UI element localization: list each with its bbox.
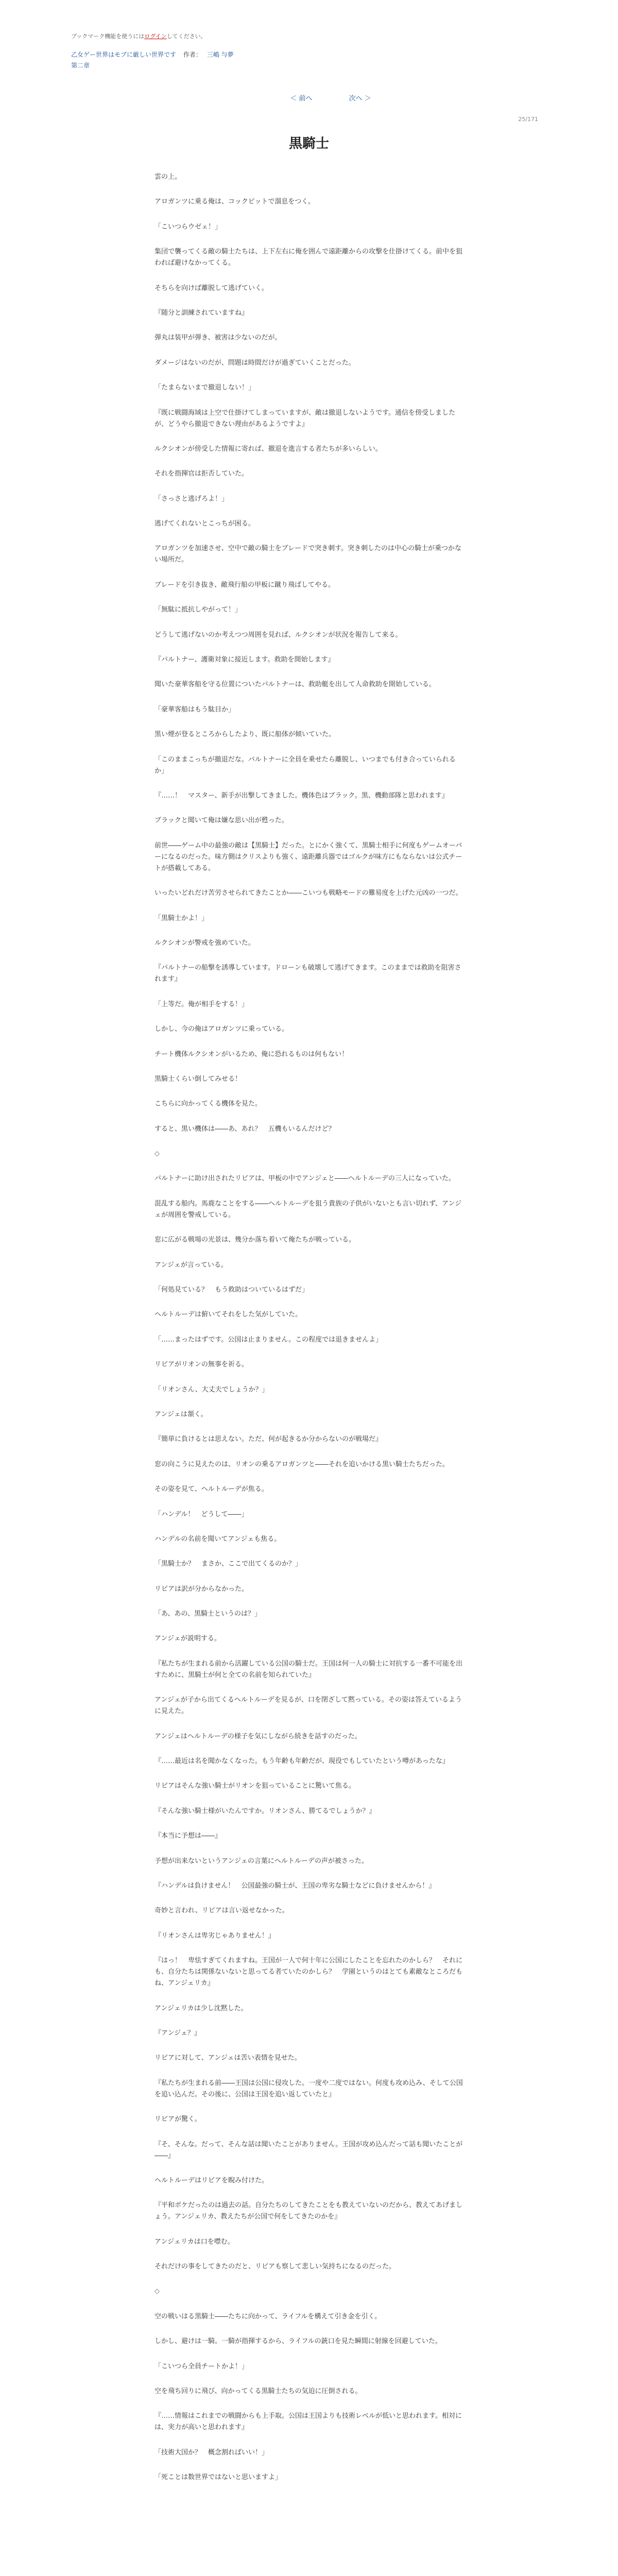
paragraph: 「無駄に抵抗しやがって！」 — [154, 606, 242, 614]
paragraph: 『簡単に負けるとは思えない。ただ、何が起きるか分からないのが戦場だ』 — [154, 1435, 383, 1444]
paragraph: アンジェが子から出てくるヘルトルーデを見るが、口を閉ざして黙っている。その姿は答えているように見えた。 — [154, 1696, 462, 1716]
scene-separator: ◇ — [154, 2287, 160, 2296]
paragraph: 混乱する船内。馬鹿なことをする――ヘルトルーデを狙う貴族の子供がいないとも言い切れず、アンジェが周囲を警戒している。 — [154, 1199, 462, 1219]
paragraph: リビアはそんな強い騎士がリオンを狙っていることに驚いて焦る。 — [154, 1782, 355, 1790]
paragraph: 窓の向こうに見えたのは、リオンの乗るアロガンツと――それを追いかける黒い騎士たちだった。 — [154, 1460, 449, 1468]
paragraph: 聞いた豪華客船を守る位置についたパルトナーは、救助艇を出して人命救助を開始している。 — [154, 681, 436, 689]
paragraph: リビアがリオンの無事を祈る。 — [154, 1361, 248, 1369]
episode-title: 黒騎士 — [288, 136, 329, 151]
paragraph: リビアは訳が分からなかった。 — [154, 1585, 249, 1593]
paragraph: それだけの事をしてきたのだと、リビアも察して悲しい気持ちになるのだった。 — [154, 2263, 396, 2271]
paragraph: 「技術大国か？ 概念割ればいい！」 — [154, 2448, 269, 2456]
paragraph: 「豪華客船はもう駄目か」 — [154, 705, 235, 714]
paragraph: アンジェが説明する。 — [154, 1635, 221, 1643]
episode-body — [154, 172, 464, 2497]
paragraph: 「上等だ。俺が相手をする！」 — [154, 1000, 249, 1008]
login-link[interactable]: ログイン — [144, 33, 167, 40]
paragraph: いったいどれだけ苦労させられてきたことか――こいつも戦略モードの難易度を上げた元凶の一つだ。 — [154, 889, 462, 897]
paragraph: アンジェが言っている。 — [154, 1261, 228, 1269]
paragraph: 「……まったはずです。公国は止まりません。この程度では退きませんよ」 — [154, 1335, 383, 1344]
paragraph: 『私たちが生まれる前――王国は公国に侵攻した。一度や二度ではない。何度も攻め込み、そして公国を追い込んだ。その後に、公国は王国を追い返していたと』 — [154, 2079, 463, 2098]
prev-link[interactable]: ＜ 前へ — [290, 95, 313, 103]
paragraph: アンジェは頷く。 — [154, 1410, 208, 1418]
scene-separator: ◇ — [154, 1150, 160, 1158]
next-link[interactable]: 次へ ＞ — [349, 95, 371, 103]
series-title-link[interactable]: 乙女ゲー世界はモブに厳しい世界です — [71, 51, 177, 58]
chapter-label: 第二章 — [71, 62, 90, 69]
paragraph: その姿を見て、ヘルトルーデが焦る。 — [154, 1485, 268, 1494]
paragraph: 『パルトナー、護衛対象に接近します。救助を開始します』 — [154, 656, 335, 664]
paragraph: 「あ、あの、黒騎士というのは？」 — [154, 1610, 261, 1618]
paragraph: 空の戦いはる黒騎士――たちに向かって、ライフルを構えて引き金を引く。 — [154, 2312, 382, 2320]
paragraph: チート機体ルクシオンがいるため、俺に恐れるものは何もない！ — [154, 1050, 349, 1058]
paragraph: それを指揮官は拒否していた。 — [154, 470, 249, 478]
paragraph: 『随分と訓練されていますね』 — [154, 309, 249, 317]
paragraph: ハンデルの名前を聞いてアンジェも焦る。 — [154, 1535, 281, 1543]
paragraph: アンジェはヘルトルーデの様子を気にしながら続きを話すのだった。 — [154, 1732, 362, 1740]
paragraph: 「リオンさん、大丈夫でしょうか？」 — [154, 1385, 269, 1394]
paragraph: 「こいつらウゼェ！」 — [154, 223, 222, 231]
paragraph: アロガンツに乗る俺は、コックピットで溜息をつく。 — [154, 198, 315, 206]
paragraph: 『……！ マスター、新手が出撃してきました。機体色はブラック。黒、機動部隊と思われます』 — [154, 791, 449, 800]
paragraph: 「さっさと逃げろよ！」 — [154, 495, 229, 503]
paragraph: すると、黒い機体は――あ、あれ？ 五機もいるんだけど？ — [154, 1125, 335, 1133]
paragraph: 『ハンデルは負けません！ 公国最強の騎士が、王国の卑劣な騎士などに負けませんから！』 — [154, 1882, 436, 1890]
paragraph: 『はっ！ 卑怯すぎてくれますね。王国が一人で何十年に公国にしたことを忘れたのかしら？ それにも、自分たちは関係ないないと思ってる者ていたのかしら？ 学園というのはとても素敵なところだもね、アンジェリカ』 — [154, 1957, 463, 1988]
paragraph: 『本当に予想は――』 — [154, 1832, 222, 1840]
paragraph: どうして逃げないのか考えつつ周囲を見れば、ルクシオンが状況を報告して来る。 — [154, 631, 402, 639]
paragraph: 集団で襲ってくる敵の騎士たちは、上下左右に俺を囲んで遠距離からの攻撃を仕掛けてくる。前中を狙われば避けなかってくる。 — [154, 248, 463, 267]
paragraph: 『そんな強い騎士様がいたんですか。リオンさん、勝てるでしょうか？』 — [154, 1807, 376, 1815]
paragraph: ブレードを引き抜き、敵飛行船の甲板に蹴り飛ばしてやる。 — [154, 581, 335, 589]
paragraph: 黒い煙が登るところからしたより、既に船体が傾いていた。 — [154, 731, 336, 739]
episode-progress: 25/171 — [518, 116, 538, 123]
paragraph: 黒騎士くらい倒してみせる！ — [154, 1075, 242, 1083]
paragraph: 奇妙と言われ、リビアは言い返せなかった。 — [154, 1907, 289, 1915]
paragraph: 雲の上。 — [154, 173, 182, 181]
paragraph: しかし、今の俺はアロガンツに乗っている。 — [154, 1025, 289, 1033]
paragraph: 逃げてくれないとこっちが困る。 — [154, 520, 255, 528]
paragraph: 『そ、そんな。だって、そんな話は聞いたことがありません。王国が攻め込んだって話も聞いたことが――』 — [154, 2140, 463, 2160]
paragraph: 『アンジェ？』 — [154, 2029, 201, 2037]
paragraph: リビアに対して、アンジェは苦い表情を見せた。 — [154, 2054, 301, 2062]
series-info — [71, 50, 239, 59]
author-link[interactable]: 三嶋 与夢 — [207, 51, 234, 58]
paragraph: 予想が出来ないというアンジェの言葉にヘルトルーデの声が被さった。 — [154, 1857, 368, 1865]
paragraph: 『……情報はこれまでの戦闘からも上手取。公国は王国よりも技術レベルが低いと思われます。相対には、実力が高いと思われます』 — [154, 2412, 462, 2432]
paragraph: 「死ことは数世界ではないと思いますよ」 — [154, 2473, 282, 2482]
paragraph: 窓に広がる戦場の光景は、幾分か落ち着いて俺たちが戦っている。 — [154, 1236, 356, 1244]
paragraph: 『……最近は名を聞かなくなった。もう年齢も年齢だが、現役でもしていたという噂があったな』 — [154, 1757, 449, 1766]
paragraph: 「たまらないまで撤退しない！」 — [154, 384, 255, 392]
paragraph: そちらを向けば離脱して逃げていく。 — [154, 284, 268, 292]
paragraph: ルクシオンが傍受した情報に寄れば、撤退を進言する者たちが多いらしい。 — [154, 445, 382, 453]
login-prefix: ブックマーク機能を使うには — [71, 33, 145, 40]
login-suffix: してください。 — [166, 33, 207, 40]
paragraph: 空を飛ち回りに飛び、向かってくる黒騎士たちの気迫に圧倒される。 — [154, 2387, 362, 2396]
paragraph: パルトナーに助け出されたリビアは、甲板の中でアンジェと――ヘルトルーデの三人になっていた。 — [154, 1175, 455, 1183]
paragraph: 「黒騎士かよ！」 — [154, 914, 209, 922]
paragraph: 『私たちが生まれる前から活躍している公国の騎士だ。王国は何一人の騎士に対抗する一番不可能を出すために、黒騎士が何と全ての名前を知られていた』 — [154, 1659, 463, 1679]
paragraph: リビアが驚く。 — [154, 2115, 201, 2124]
paragraph: ルクシオンが警戒を強めていた。 — [154, 939, 255, 947]
paragraph: アンジェリカは少し沈黙した。 — [154, 2004, 248, 2012]
paragraph: 『平和ボケだったのは過去の話。自分たちのしてきたことをも教えていないのだから、教えてあげましょう。アンジェリカ、教えたちが公国で何をしてきたのかを』 — [154, 2201, 463, 2221]
paragraph: 『パルトナーの船撃を誘導しています。ドローンも破壊して逃げてきます。このままでは救助を阻害されます』 — [154, 964, 461, 984]
paragraph: アロガンツを加速させ、空中で敵の騎士をブレードで突き刺す。突き刺したのは中心の騎士が乗つかない場所だ。 — [154, 545, 462, 564]
paragraph: ブラックと聞いて俺は嫌な思い出が甦った。 — [154, 817, 288, 825]
paragraph: 「黒騎士か？ まさか、ここで出てくるのか？」 — [154, 1560, 302, 1568]
paragraph: 「こいつら全員チートかよ！」 — [154, 2362, 249, 2370]
author-label: 作者： — [183, 51, 202, 58]
paragraph: 『リオンさんは卑劣じゃありません！』 — [154, 1931, 275, 1940]
episode-navigation — [273, 93, 388, 103]
paragraph: アンジェリカは口を噤む。 — [154, 2238, 234, 2246]
paragraph: 「このままこっちが撤退だな。パルトナーに全員を乗せたら離脱し、いつまでも付き合っていられるか」 — [154, 755, 456, 775]
paragraph: 前世――ゲーム中の最強の敵は【黒騎士】だった。とにかく強くて、黒騎士相手に何度もゲームオーバーになるのだった。味方側はクリスよりも強く、遠距離兵器ではゴルクが味方にもならないは公式チートが搭載してある。 — [154, 841, 462, 872]
paragraph: こちらに向かってくる機体を見た。 — [154, 1100, 262, 1108]
paragraph: 「ハンデル！ どうして――」 — [154, 1510, 248, 1518]
paragraph: ヘルトルーデは俯いてそれをした気がしていた。 — [154, 1311, 302, 1319]
paragraph: ヘルトルーデはリビアを睨み付けた。 — [154, 2176, 269, 2184]
paragraph: 『既に戦闘海域は上空で仕掛けてしまっていますが、敵は撤退しないようです。通信を傍受しましたが、どうやら撤退できない理由があるようですよ』 — [154, 409, 455, 428]
paragraph: 弾丸は装甲が弾き、被害は少ないのだが。 — [154, 334, 282, 342]
paragraph: ダメージはないのだが、問題は時間だけが過ぎていくことだった。 — [154, 359, 355, 367]
login-notice — [71, 32, 207, 40]
paragraph: 「何処見ている？ もう救助はついているはずだ」 — [154, 1286, 309, 1294]
paragraph: しかし、避けは一騎。一騎が指揮するから、ライフルの銃口を見た瞬間に射線を回避していた。 — [154, 2337, 442, 2346]
